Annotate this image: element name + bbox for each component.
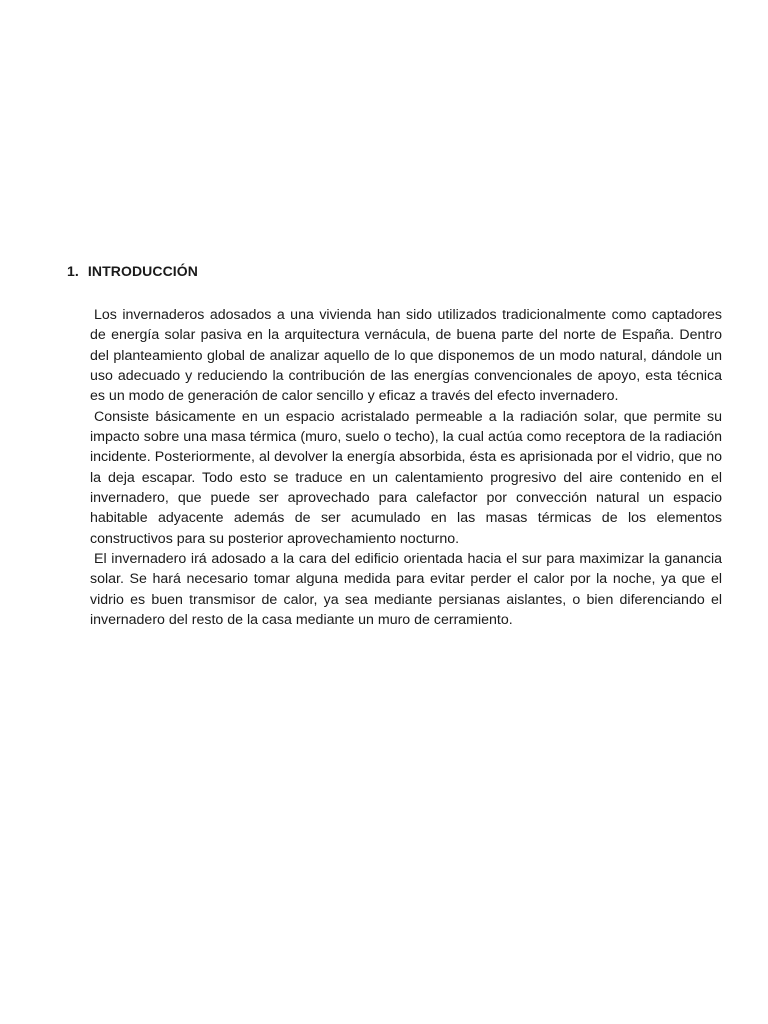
paragraph: El invernadero irá adosado a la cara del edificio orientada hacia el sur para maximizar la ganancia solar. Se hará necesario tomar alguna medida para evitar perder el calor por la noche, ya que el vidrio es buen transmisor de calor, ya sea mediante persianas aislantes, o bien diferenciando el invernadero del resto de la casa mediante un muro de cerramiento. <box>90 551 722 629</box>
paragraph: Consiste básicamente en un espacio acristalado permeable a la radiación solar, que permite su impacto sobre una masa térmica (muro, suelo o techo), la cual actúa como receptora de la radiación incidente. Posteriormente, al devolver la energía absorbida, ésta es aprisionada por el vidrio, que no la deja escapar. Todo esto se traduce en un calentamiento progresivo del aire contenido en el invernadero, que puede ser aprovechado para calefactor por convección natural un espacio habitable adyacente además de ser acumulado en las masas térmicas de los elementos constructivos para su posterior aprovechamiento nocturno. <box>90 408 722 547</box>
section-body <box>90 305 722 631</box>
section-number: 1. <box>67 263 79 279</box>
paragraph: Los invernaderos adosados a una vivienda han sido utilizados tradicionalmente como captadores de energía solar pasiva en la arquitectura vernácula, de buena parte del norte de España. Dentro del planteamiento global de analizar aquello de lo que disponemos de un modo natural, dándole un uso adecuado y reduciendo la contribución de las energías convencionales de apoyo, esta técnica es un modo de generación de calor sencillo y eficaz a través del efecto invernadero. <box>90 307 722 405</box>
section-title: INTRODUCCIÓN <box>87 263 198 279</box>
section-heading <box>67 263 198 279</box>
